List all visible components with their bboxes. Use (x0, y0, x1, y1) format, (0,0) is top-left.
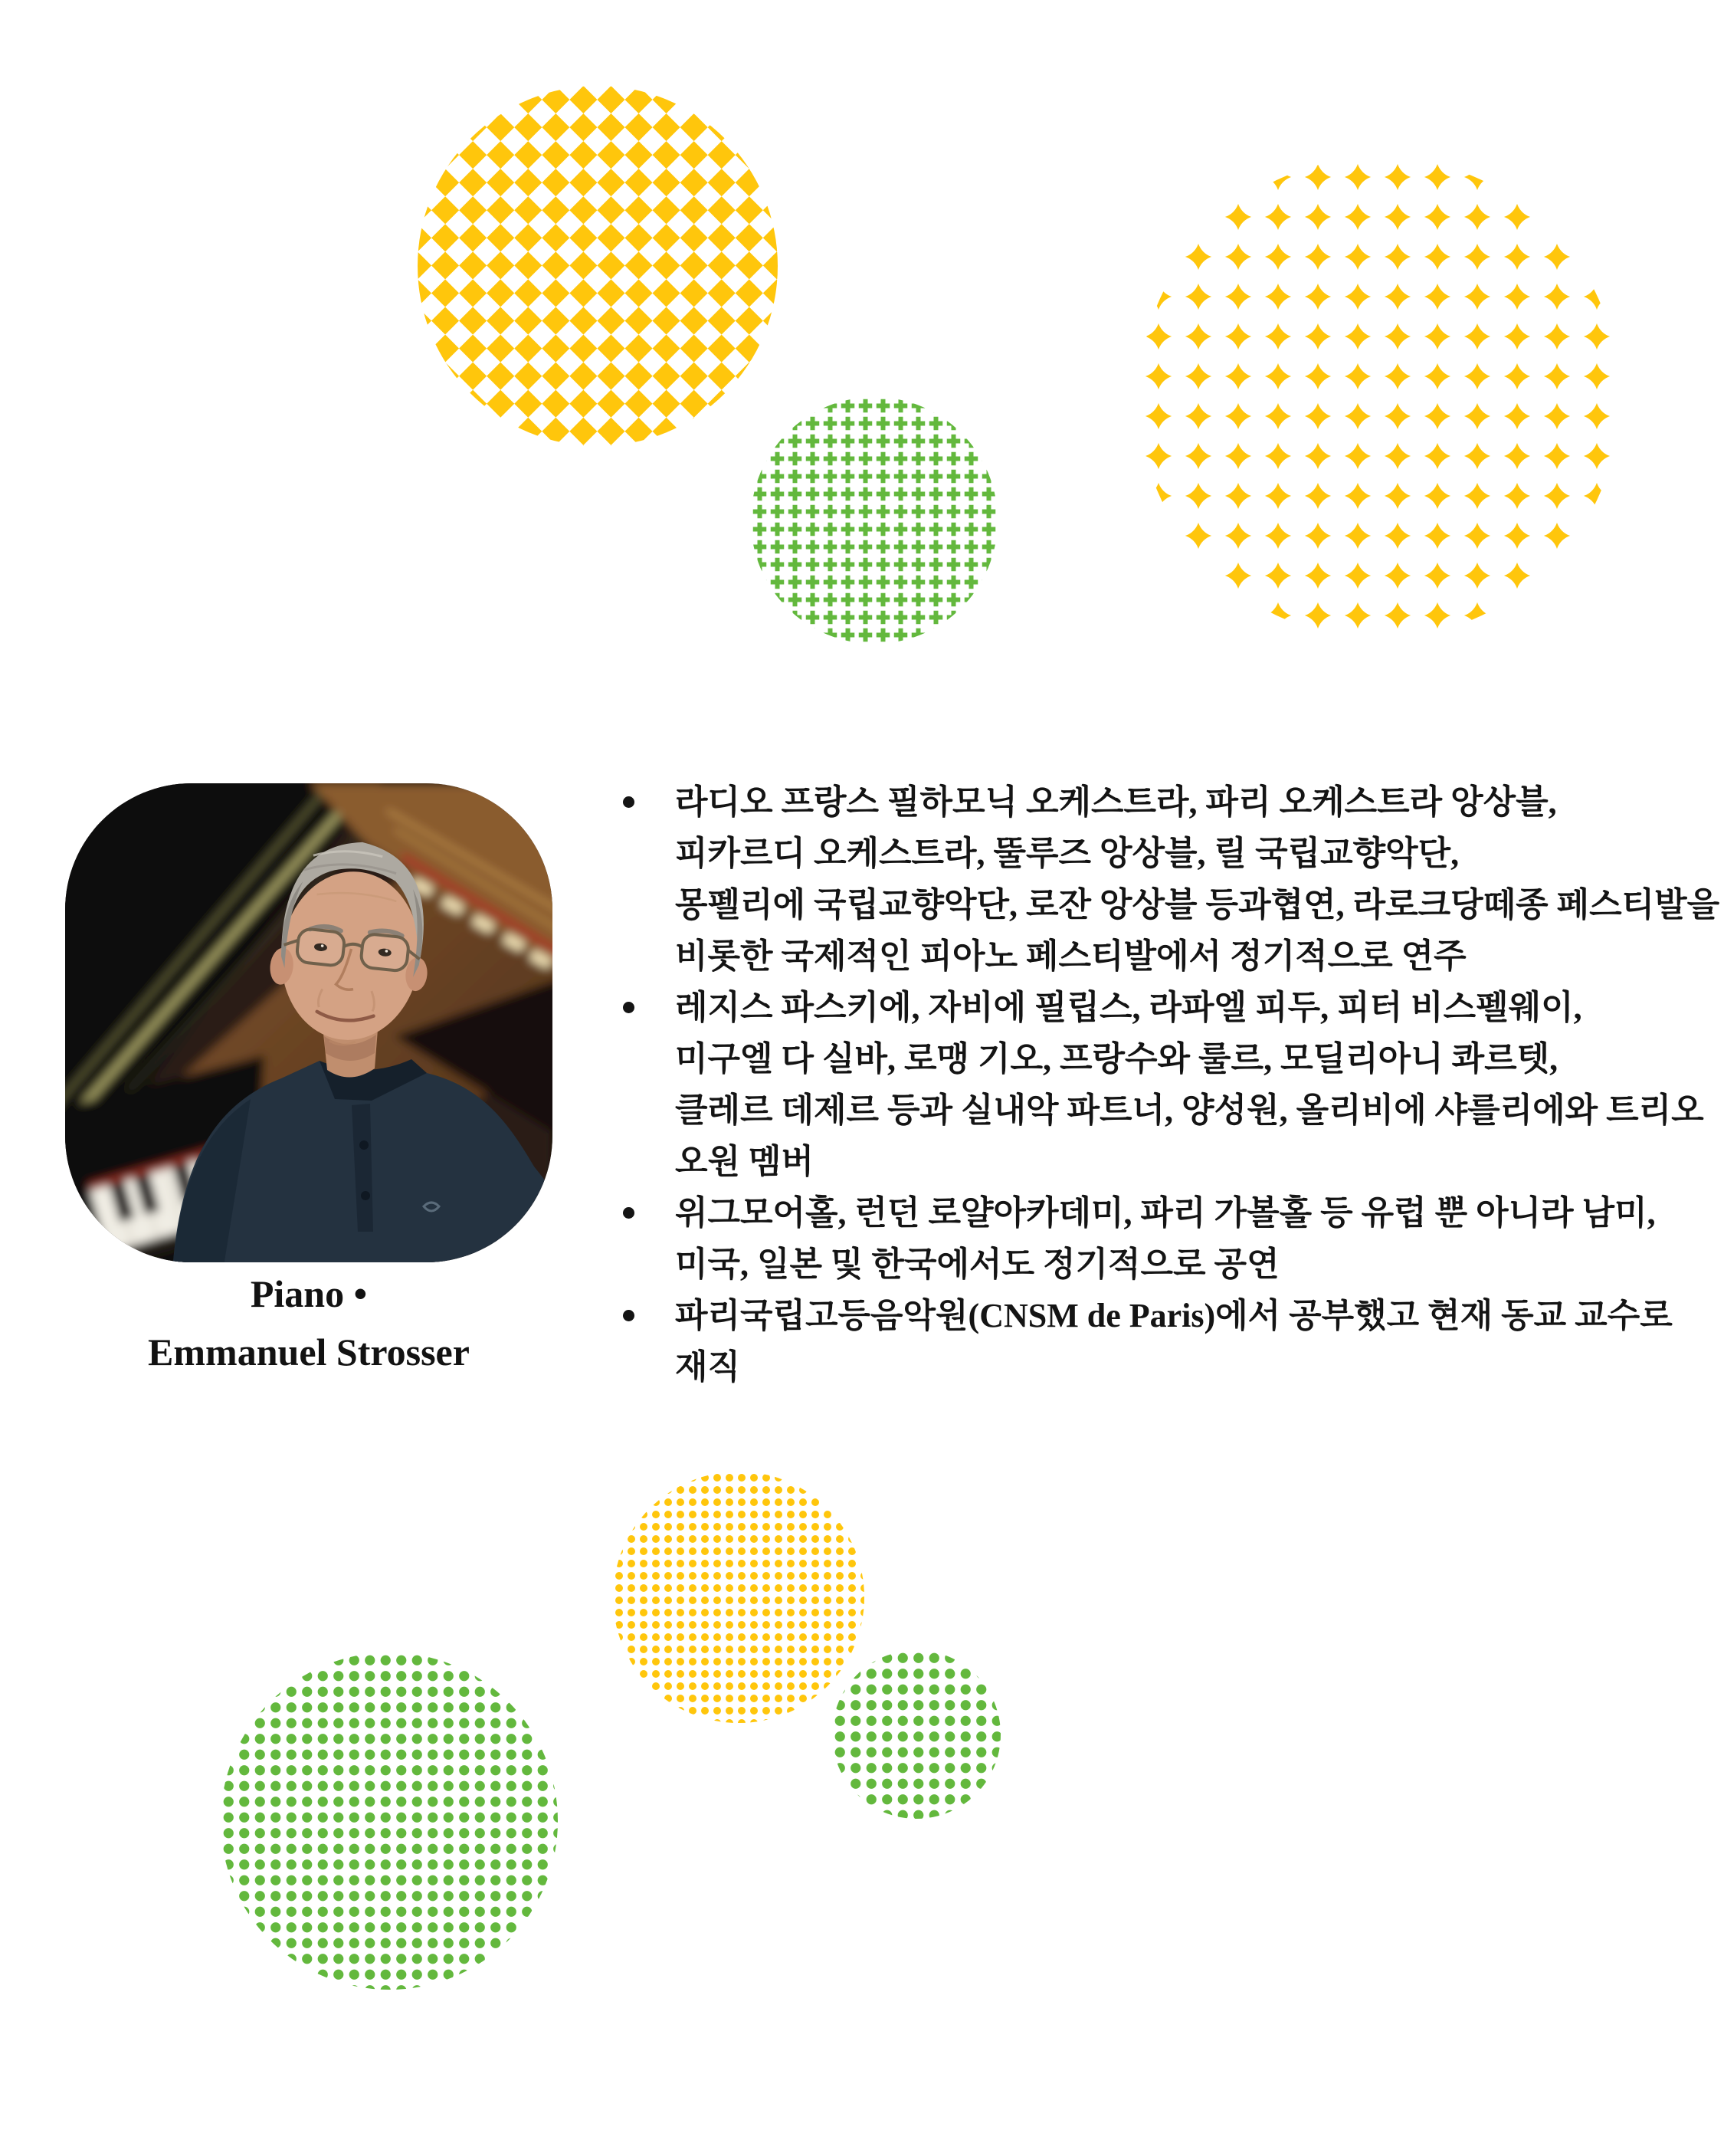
bio-bullet-3 (609, 1187, 1705, 1290)
decorative-circle-green-dots-large (221, 1652, 558, 1990)
bio-line: 미구엘 다 실바, 로맹 기오, 프랑수와 룰르, 모딜리아니 콰르텟, (675, 1040, 1558, 1078)
bio-line: 몽펠리에 국립교향악단, 로잔 앙상블 등과협연, 라로크당떼종 페스티발을 (675, 886, 1720, 924)
bio-line: 파리국립고등음악원(CNSM de Paris)에서 공부했고 현재 동교 교수로 (675, 1297, 1673, 1334)
decorative-circle-star-pattern (1139, 157, 1620, 638)
bullet-dot (623, 796, 634, 808)
decorative-circle-plus-pattern (751, 397, 998, 644)
caption-role: Piano • (250, 1272, 368, 1315)
bio-bullet-4 (609, 1290, 1705, 1393)
decorative-circle-diamond-checker (418, 86, 778, 446)
bio-line: 오원 멤버 (675, 1143, 814, 1180)
photo-caption (65, 1265, 552, 1381)
bio-line: 클레르 데제르 등과 실내악 파트너, 양성원, 올리비에 샤를리에와 트리오 (675, 1091, 1704, 1129)
caption-artist-name: Emmanuel Strosser (148, 1331, 470, 1373)
bio-line: 피카르디 오케스트라, 뚤루즈 앙상블, 릴 국립교향악단, (675, 835, 1460, 872)
artist-photo (65, 783, 552, 1262)
bio-bullet-2 (609, 982, 1705, 1187)
bio-bullet-1 (609, 776, 1720, 982)
bio-line: 위그모어홀, 런던 로얄아카데미, 파리 가볼홀 등 유럽 뿐 아니라 남미, (675, 1194, 1656, 1232)
bio-line: 레지스 파스키에, 자비에 필립스, 라파엘 피두, 피터 비스펠웨이, (675, 989, 1582, 1026)
bio-line: 비롯한 국제적인 피아노 페스티발에서 정기적으로 연주 (675, 937, 1467, 975)
decorative-circle-green-dots-small (832, 1650, 1001, 1819)
bullet-dot (623, 1002, 634, 1013)
bio-bullet-list (609, 776, 1720, 1393)
bio-line: 재직 (675, 1348, 741, 1386)
decorative-circle-yellow-dots (613, 1472, 864, 1723)
bullet-dot (623, 1310, 634, 1321)
bio-line: 미국, 일본 및 한국에서도 정기적으로 공연 (675, 1245, 1280, 1283)
bullet-dot (623, 1207, 634, 1219)
bio-line: 라디오 프랑스 필하모닉 오케스트라, 파리 오케스트라 앙상블, (675, 783, 1557, 821)
portrait-photo-illustration (65, 783, 552, 1262)
